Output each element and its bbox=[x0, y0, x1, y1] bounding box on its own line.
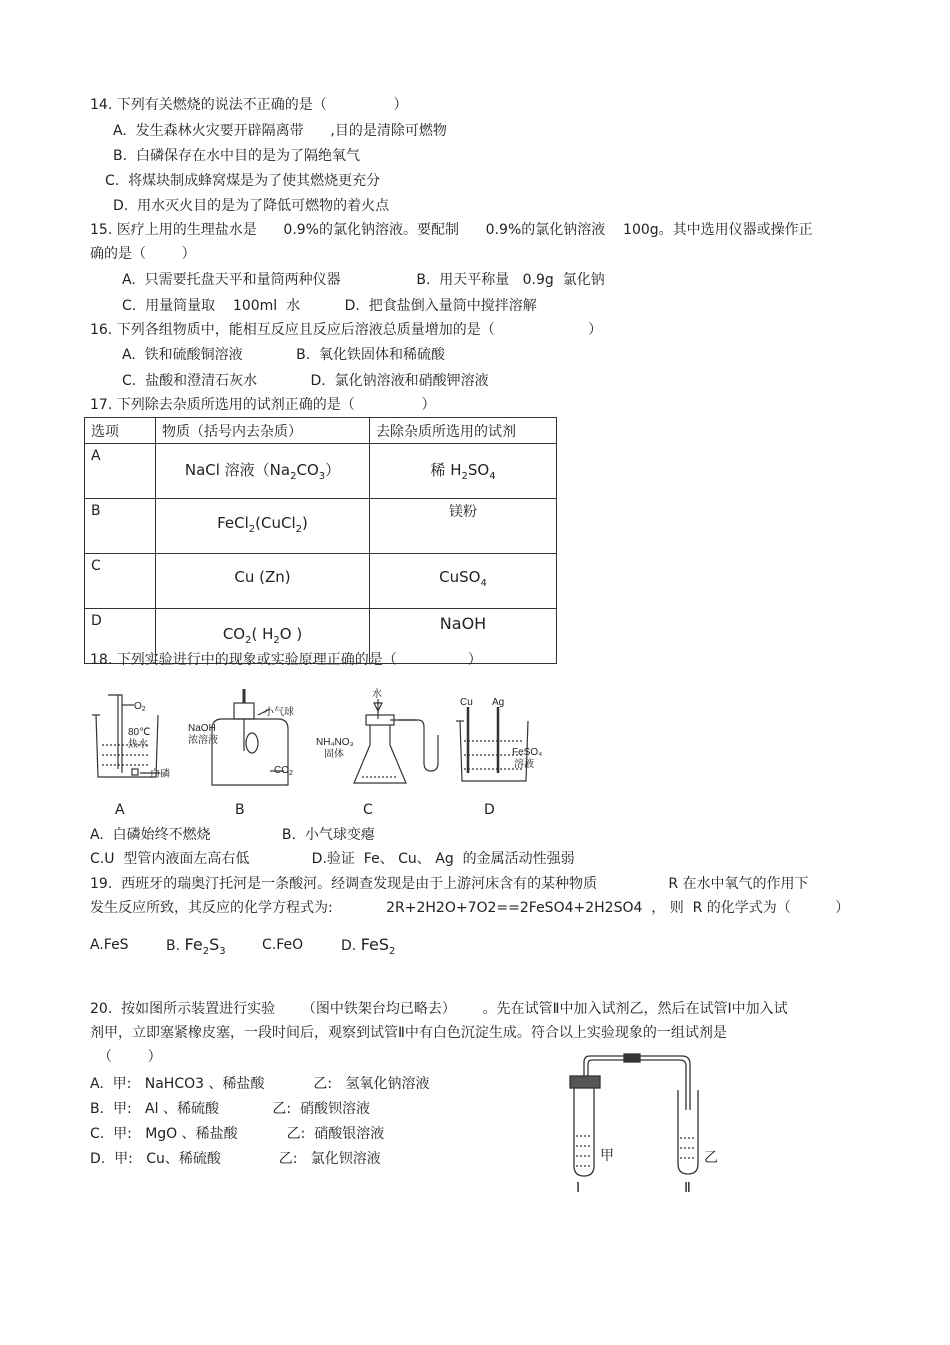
fig-water-label: 水 bbox=[372, 689, 382, 700]
q20-apparatus-figure bbox=[560, 1050, 740, 1200]
table-row bbox=[85, 499, 557, 554]
rubber-stopper bbox=[570, 1076, 600, 1088]
q19-option-c: C.FeO bbox=[262, 937, 304, 953]
q17-table bbox=[84, 417, 557, 664]
q19-option-a: A.FeS bbox=[90, 937, 129, 953]
table-row bbox=[85, 554, 557, 609]
q16-options-cd: C. 盐酸和澄清石灰水 D. 氯化钠溶液和硝酸钾溶液 bbox=[122, 373, 489, 389]
q18-stem: 18. 下列实验进行中的现象或实验原理正确的是（ ） bbox=[90, 652, 482, 668]
flask-c bbox=[354, 725, 406, 783]
q14-option-a: A. 发生森林火灾要开辟隔离带 ,目的是清除可燃物 bbox=[113, 123, 447, 139]
fig-solid-label: 固体 bbox=[324, 749, 344, 760]
q18-fig-label-b: B bbox=[235, 802, 245, 818]
fig-naoh-label: NaOH bbox=[188, 723, 216, 734]
q17-header-substance: 物质（括号内去杂质） bbox=[162, 424, 302, 440]
q18-fig-label-d: D bbox=[484, 802, 495, 818]
q14-stem: 14. 下列有关燃烧的说法不正确的是（ ） bbox=[90, 97, 408, 113]
q17-row-b-option: B bbox=[91, 503, 101, 519]
q19-stem-line2: 发生反应所致，其反应的化学方程式为: 2R+2H2O+7O2==2FeSO4+2H2SO4 ， 则 R 的化学式为（ ） bbox=[90, 900, 850, 916]
q19-option-b: B. $Fe_2S_3$ bbox=[166, 935, 226, 957]
q14-option-d: D. 用水灭火目的是为了降低可燃物的着火点 bbox=[113, 198, 390, 214]
fig-naoh-solution-label: 浓溶液 bbox=[188, 735, 218, 746]
fig-ag-label: Ag bbox=[492, 697, 505, 708]
q17-row-c-substance: Cu (Zn) bbox=[234, 568, 291, 586]
test-tube-ii bbox=[678, 1090, 698, 1174]
fig-co2-label: $CO_2$ bbox=[274, 765, 293, 777]
q20-option-d: D. 甲: Cu、稀硫酸 乙: 氯化钡溶液 bbox=[90, 1151, 381, 1167]
q20-stem-line1: 20. 按如图所示装置进行实验 （图中铁架台均已略去） 。先在试管Ⅱ中加入试剂乙，然后在试管Ⅰ中加入试 bbox=[90, 1001, 788, 1017]
q17-header-reagent: 去除杂质所选用的试剂 bbox=[376, 424, 516, 440]
fig-cu-label: Cu bbox=[460, 697, 473, 708]
q17-row-d-reagent: NaOH bbox=[439, 614, 487, 633]
q18-apparatus-figure bbox=[88, 685, 558, 790]
q20-option-b: B. 甲: Al 、稀硫酸 乙: 硝酸钡溶液 bbox=[90, 1101, 370, 1117]
q15-stem-line2: 确的是（ ） bbox=[90, 246, 196, 262]
table-row bbox=[85, 444, 557, 499]
q17-row-c-option: C bbox=[91, 558, 101, 574]
fig-feso4-solution-label: 溶液 bbox=[514, 759, 534, 770]
q20-stem-line2: 剂甲，立即塞紧橡皮塞，一段时间后，观察到试管Ⅱ中有白色沉淀生成。符合以上实验现象的一组试剂是 bbox=[90, 1025, 727, 1041]
q15-stem-line1: 15. 医疗上用的生理盐水是 0.9%的氯化钠溶液。要配制 0.9%的氯化钠溶液 100g。其中选用仪器或操作正 bbox=[90, 222, 813, 238]
q17-stem: 17. 下列除去杂质所选用的试剂正确的是（ ） bbox=[90, 397, 436, 413]
fig-reagent-yi-label: 乙 bbox=[704, 1149, 718, 1165]
q17-row-b-reagent: 镁粉 bbox=[449, 504, 477, 520]
q17-row-b-substance: FeCl$_2$(CuCl$_2$) bbox=[217, 514, 308, 535]
fig-hot-water-temp: 80℃ bbox=[128, 727, 151, 738]
q20-option-a: A. 甲: NaHCO3 、稀盐酸 乙: 氢氧化钠溶液 bbox=[90, 1076, 430, 1092]
fig-tube-ii-label: Ⅱ bbox=[684, 1179, 691, 1195]
test-tube-i bbox=[574, 1088, 594, 1176]
q20-option-c: C. 甲: MgO 、稀盐酸 乙: 硝酸银溶液 bbox=[90, 1126, 385, 1142]
q18-options-ab: A. 白磷始终不燃烧 B. 小气球变瘪 bbox=[90, 827, 375, 843]
q17-row-a-substance: NaCl 溶液$(Na_2CO_3)$ bbox=[184, 461, 341, 482]
q19-option-d: D. FeS$_2$ bbox=[341, 935, 396, 957]
q14-option-b: B. 白磷保存在水中目的是为了隔绝氧气 bbox=[113, 148, 360, 164]
q17-row-a-option: A bbox=[91, 448, 101, 464]
q17-row-d-substance: $CO_2$( $H_2O$ ) bbox=[222, 625, 303, 646]
q17-row-c-reagent: CuSO$_4$ bbox=[439, 568, 487, 589]
q17-header-option: 选项 bbox=[91, 424, 119, 440]
q18-fig-label-c: C bbox=[363, 802, 373, 818]
q16-options-ab: A. 铁和硫酸铜溶液 B. 氧化铁固体和稀硫酸 bbox=[122, 347, 446, 363]
fig-tube-i-label: Ⅰ bbox=[576, 1179, 581, 1195]
q17-row-a-reagent: 稀 $H_2SO_4$ bbox=[430, 461, 496, 482]
fig-hot-water-label: 热水 bbox=[128, 739, 148, 750]
fig-white-phosphorus-label: 白磷 bbox=[150, 769, 170, 780]
q20-stem-line3: （ ） bbox=[98, 1049, 162, 1065]
q19-stem-line1: 19. 西班牙的瑞奥汀托河是一条酸河。经调查发现是由于上游河床含有的某种物质 R 在水中氧气的作用下 bbox=[90, 876, 809, 892]
q18-options-cd: C.U 型管内液面左高右低 D.验证 Fe、 Cu、 Ag 的金属活动性强弱 bbox=[90, 851, 575, 867]
fig-o2-label: $O_2$ bbox=[134, 701, 146, 713]
fig-feso4-label: FeSO₄ bbox=[512, 747, 543, 758]
q17-row-d-option: D bbox=[91, 613, 102, 629]
fig-balloon-label: 小气球 bbox=[264, 707, 294, 718]
fig-nh4no3-label: NH₄NO₃ bbox=[316, 737, 354, 748]
beaker-a bbox=[96, 715, 158, 777]
q16-stem: 16. 下列各组物质中，能相互反应且反应后溶液总质量增加的是（ ） bbox=[90, 322, 603, 338]
q18-fig-label-a: A bbox=[115, 802, 125, 818]
q14-option-c: C. 将煤块制成蜂窝煤是为了使其燃烧更充分 bbox=[105, 173, 381, 189]
q15-options-ab: A. 只需要托盘天平和量筒两种仪器 B. 用天平称量 0.9g 氯化钠 bbox=[122, 272, 605, 288]
fig-reagent-jia-label: 甲 bbox=[600, 1147, 614, 1163]
q15-options-cd: C. 用量筒量取 100ml 水 D. 把食盐倒入量筒中搅拌溶解 bbox=[122, 298, 537, 314]
